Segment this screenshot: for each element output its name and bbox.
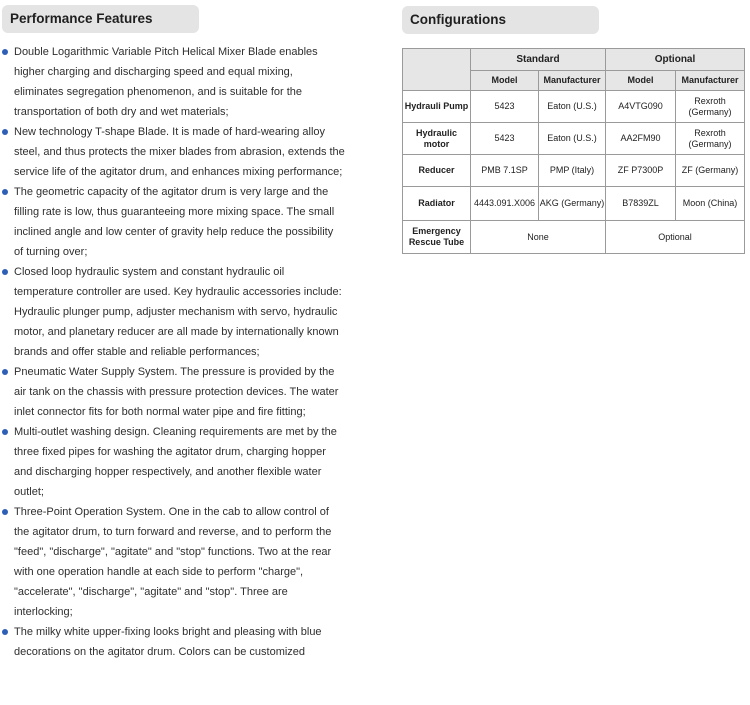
standard-group-header: Standard (471, 49, 606, 71)
table-header-row (403, 49, 745, 71)
cell-standard-manufacturer: Eaton (U.S.) (539, 91, 606, 123)
cell-standard-model: PMB 7.1SP (471, 155, 539, 187)
optional-group-header: Optional (606, 49, 745, 71)
feature-item (0, 622, 345, 662)
feature-text: The geometric capacity of the agitator drum is very large and the filling rate is low, thus guaranteeing more mixing space. The small inclined angle and low center of gravity help reduce the possibility of turning over; (14, 186, 335, 258)
table-row (403, 155, 745, 187)
cell-optional-model: B7839ZL (606, 187, 676, 221)
cell-optional-manufacturer: Rexroth (Germany) (676, 123, 745, 155)
feature-text: Closed loop hydraulic system and constant hydraulic oil temperature controller are used. Key hydraulic accessories include: Hydraulic plunger pump, adjuster mechanism with servo, hydraulic motor, and planetary reducer are all made by internationally known brands and offer stable and reliable performances; (14, 266, 342, 358)
performance-features-heading: Performance Features (2, 5, 199, 33)
row-label: Hydrauli Pump (403, 91, 471, 123)
table-row (403, 91, 745, 123)
cell-optional-model: AA2FM90 (606, 123, 676, 155)
bullet-icon (2, 129, 8, 135)
cell-optional-manufacturer: Rexroth (Germany) (676, 91, 745, 123)
column-header-manufacturer: Manufacturer (676, 71, 745, 91)
column-header-model: Model (606, 71, 676, 91)
corner-cell (403, 49, 471, 91)
feature-text: The milky white upper-fixing looks bright and pleasing with blue decorations on the agitator drum. Colors can be customized (14, 626, 322, 658)
table-row (403, 123, 745, 155)
bullet-icon (2, 429, 8, 435)
feature-text: New technology T-shape Blade. It is made of hard-wearing alloy steel, and thus protects the mixer blades from abrasion, extends the service life of the agitator drum, and enhances mixing performance; (14, 126, 345, 178)
row-label: Radiator (403, 187, 471, 221)
table-row (403, 221, 745, 254)
feature-item (0, 262, 345, 362)
bullet-icon (2, 49, 8, 55)
feature-item (0, 122, 345, 182)
feature-item (0, 42, 345, 122)
cell-standard-manufacturer: PMP (Italy) (539, 155, 606, 187)
cell-standard-manufacturer: AKG (Germany) (539, 187, 606, 221)
cell-standard-model: 4443.091.X006 (471, 187, 539, 221)
table-row (403, 187, 745, 221)
performance-features-list (0, 42, 345, 662)
bullet-icon (2, 269, 8, 275)
bullet-icon (2, 369, 8, 375)
feature-item (0, 362, 345, 422)
feature-text: Pneumatic Water Supply System. The pressure is provided by the air tank on the chassis with pressure protection devices. The water inlet connector fits for both normal water pipe and fire fitting; (14, 366, 339, 418)
feature-item (0, 502, 345, 622)
cell-optional-model: ZF P7300P (606, 155, 676, 187)
cell-standard-model: 5423 (471, 91, 539, 123)
configurations-table (402, 48, 745, 254)
feature-item (0, 422, 345, 502)
feature-item (0, 182, 345, 262)
configurations-heading: Configurations (402, 6, 599, 34)
bullet-icon (2, 509, 8, 515)
cell-standard-manufacturer: Eaton (U.S.) (539, 123, 606, 155)
feature-text: Multi-outlet washing design. Cleaning requirements are met by the three fixed pipes for washing the agitator drum, charging hopper and discharging hopper respectively, and another flexible water outlet; (14, 426, 337, 498)
cell-standard-rescue: None (471, 221, 606, 254)
cell-optional-rescue: Optional (606, 221, 745, 254)
bullet-icon (2, 629, 8, 635)
column-header-manufacturer: Manufacturer (539, 71, 606, 91)
feature-text: Double Logarithmic Variable Pitch Helical Mixer Blade enables higher charging and discharging speed and equal mixing, eliminates segregation phenomenon, and is suitable for the transportation of both dry and wet materials; (14, 46, 318, 118)
cell-optional-manufacturer: Moon (China) (676, 187, 745, 221)
column-header-model: Model (471, 71, 539, 91)
row-label: Hydraulic motor (403, 123, 471, 155)
row-label: Reducer (403, 155, 471, 187)
cell-optional-model: A4VTG090 (606, 91, 676, 123)
feature-text: Three-Point Operation System. One in the cab to allow control of the agitator drum, to turn forward and reverse, and to perform the "feed", "discharge", "agitate" and "stop" functions. Two at the rear with one operation handle at each side to perform "charge", "accelerate", "discharge", "agitate" and "stop". Three are interlocking; (14, 506, 332, 618)
cell-optional-manufacturer: ZF (Germany) (676, 155, 745, 187)
row-label: Emergency Rescue Tube (403, 221, 471, 254)
bullet-icon (2, 189, 8, 195)
cell-standard-model: 5423 (471, 123, 539, 155)
